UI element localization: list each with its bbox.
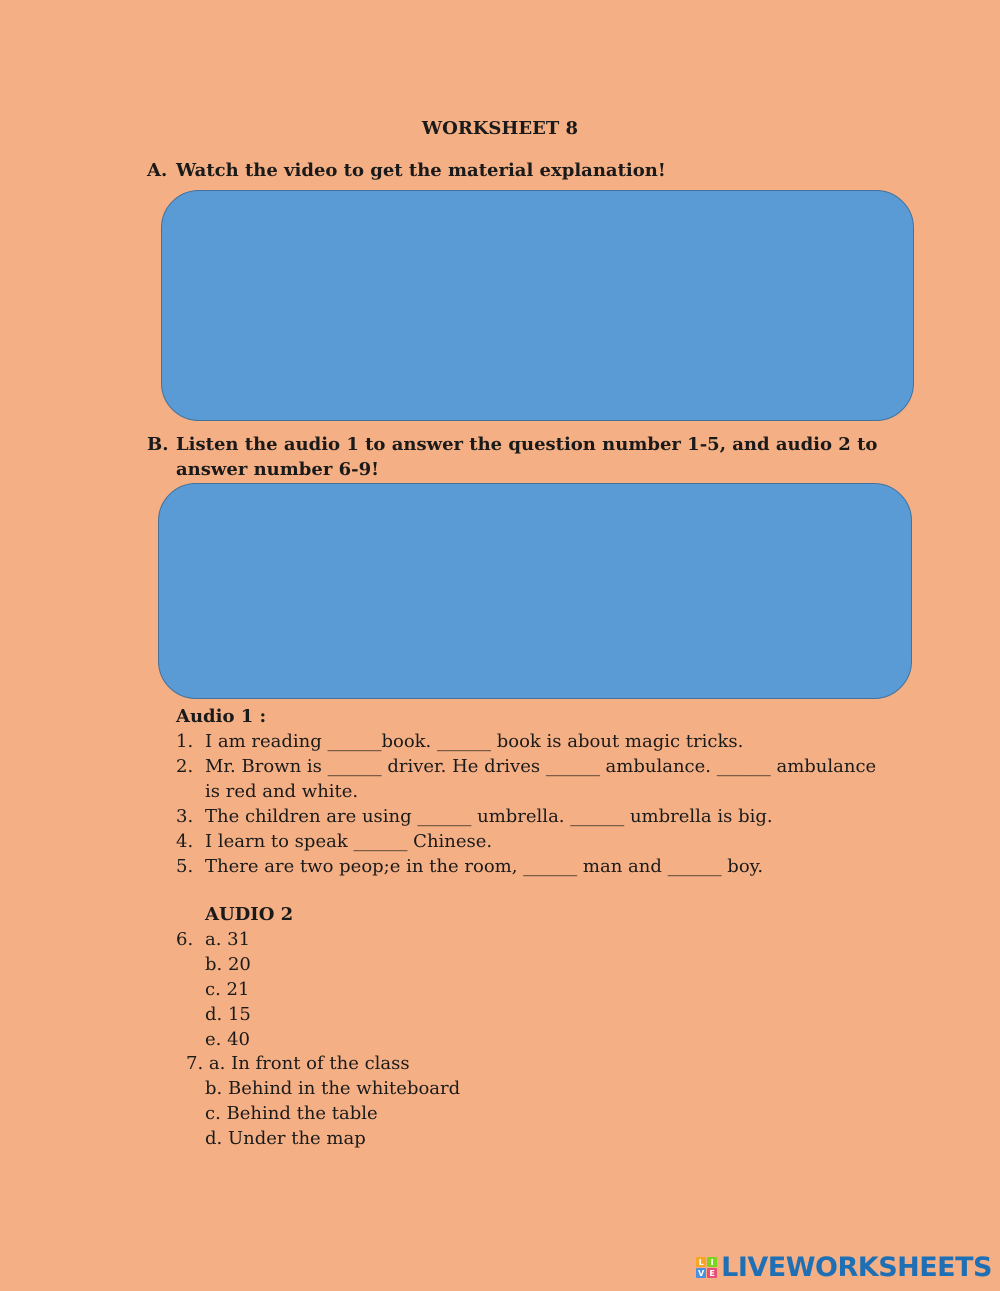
audio1-label: Audio 1 :: [176, 706, 267, 727]
item-text: The children are using ______ umbrella. ______ umbrella is big.: [205, 806, 773, 827]
question-number: 6.: [176, 929, 194, 950]
list-item: [176, 754, 896, 804]
option-text: a. 31: [205, 929, 251, 950]
section-b-heading: [147, 432, 877, 482]
badge-letter: I: [707, 1257, 717, 1267]
item-number: 5.: [176, 856, 194, 877]
option-text: a. In front of the class: [208, 1053, 410, 1074]
option: b. 20: [205, 954, 251, 975]
badge-letter: E: [707, 1268, 717, 1278]
option: c. Behind the table: [205, 1103, 378, 1124]
question-7: [186, 1051, 686, 1151]
list-item: [176, 804, 896, 829]
item-text: Mr. Brown is ______ driver. He drives ______ ambulance. ______ ambulance: [205, 756, 877, 777]
option: [176, 927, 676, 952]
option: d. 15: [205, 1004, 251, 1025]
liveworksheets-logo[interactable]: [696, 1252, 992, 1283]
brand-name: LIVEWORKSHEETS: [721, 1252, 992, 1283]
section-a-letter: A.: [147, 160, 168, 181]
section-a-text: Watch the video to get the material explanation!: [176, 160, 666, 181]
option: c. 21: [205, 979, 250, 1000]
audio1-list: [176, 729, 896, 879]
item-number: 2.: [176, 756, 194, 777]
live-badge-icon: [696, 1257, 717, 1278]
list-item: [176, 829, 896, 854]
list-item: [176, 729, 896, 754]
question-number: 7.: [186, 1053, 204, 1074]
item-number: 3.: [176, 806, 194, 827]
section-b-text-line2: answer number 6-9!: [176, 459, 380, 480]
item-number: 1.: [176, 731, 194, 752]
question-6: [176, 927, 676, 1052]
item-text: I learn to speak ______ Chinese.: [205, 831, 493, 852]
item-text: There are two peop;e in the room, ______ man and ______ boy.: [205, 856, 764, 877]
item-text: I am reading ______book. ______ book is about magic tricks.: [205, 731, 744, 752]
option: e. 40: [205, 1029, 250, 1050]
item-text-continued: is red and white.: [205, 781, 359, 802]
badge-letter: V: [698, 1268, 705, 1278]
option: b. Behind in the whiteboard: [205, 1078, 461, 1099]
audio2-label: AUDIO 2: [205, 904, 294, 925]
worksheet-title: WORKSHEET 8: [421, 118, 579, 139]
section-a-heading: [147, 158, 666, 183]
section-b-text-line1: Listen the audio 1 to answer the question number 1-5, and audio 2 to: [176, 434, 878, 455]
list-item: [176, 854, 896, 879]
item-number: 4.: [176, 831, 194, 852]
badge-letter: L: [696, 1257, 706, 1267]
option: d. Under the map: [205, 1128, 366, 1149]
option: [186, 1051, 686, 1076]
audio-player[interactable]: [158, 483, 912, 699]
video-player[interactable]: [161, 190, 914, 421]
section-b-letter: B.: [147, 434, 169, 455]
